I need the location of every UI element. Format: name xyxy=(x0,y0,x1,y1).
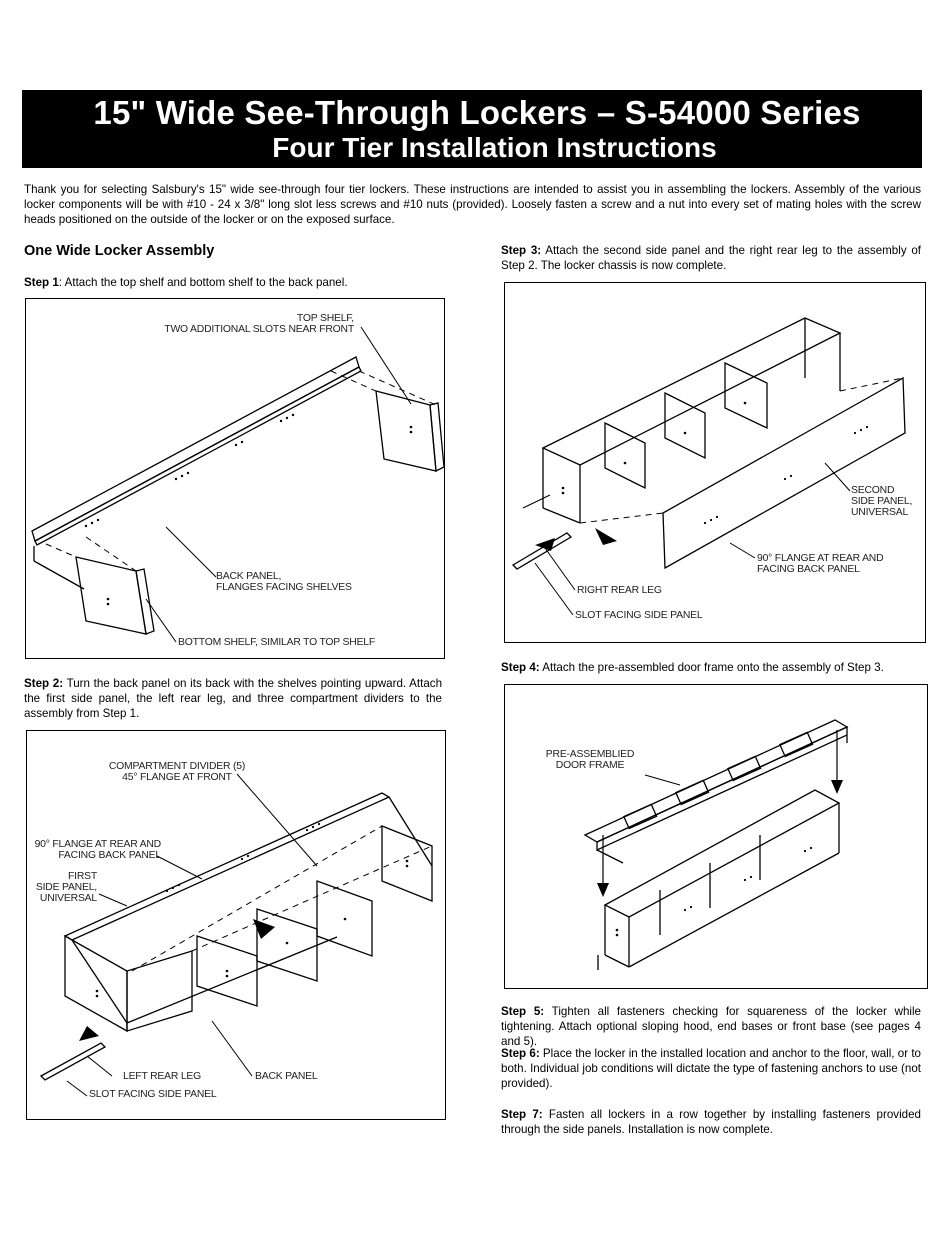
label-second-side-panel: SECOND SIDE PANEL, UNIVERSAL xyxy=(851,485,913,518)
label-90-flange: 90° FLANGE AT REAR AND FACING BACK PANEL xyxy=(757,553,884,575)
step-1-text: Attach the top shelf and bottom shelf to the back panel. xyxy=(62,276,348,289)
label-bottom-shelf: BOTTOM SHELF, SIMILAR TO TOP SHELF xyxy=(178,637,376,648)
door-frame-shape xyxy=(585,720,847,842)
step-4 xyxy=(501,660,921,675)
label-back-panel: BACK PANEL, FLANGES FACING SHELVES xyxy=(216,571,352,593)
figure-step-4 xyxy=(504,684,928,989)
page-title: 15" Wide See-Through Lockers – S-54000 Series xyxy=(93,94,861,131)
step-6 xyxy=(501,1046,921,1091)
step-6-label: Step 6: xyxy=(501,1047,540,1060)
label-slot: SLOT FACING SIDE PANEL xyxy=(89,1089,217,1100)
figure-step-2 xyxy=(26,730,446,1120)
step-5-label: Step 5: xyxy=(501,1005,545,1018)
label-top-shelf: TOP SHELF, TWO ADDITIONAL SLOTS NEAR FRONT xyxy=(164,313,354,335)
first-side-panel-shape xyxy=(65,936,127,1031)
back-panel-shape xyxy=(32,357,359,541)
back-panel-shape xyxy=(65,793,389,940)
step-2-text: Turn the back panel on its back with the shelves pointing upward. Attach the first side panel, the left rear leg, and three compartment dividers to the assembly from Step 1. xyxy=(24,677,443,720)
label-left-rear-leg: LEFT REAR LEG xyxy=(123,1071,202,1082)
step-3-text: Attach the second side panel and the right rear leg to the assembly of Step 2. The locker chassis is now complete. xyxy=(501,244,921,272)
step-5 xyxy=(501,1004,921,1049)
title-banner xyxy=(22,90,922,168)
step-5-text: Tighten all fasteners checking for squareness of the locker while tightening. Attach optional sloping hood, end bases or front base (see pages 4 and 5). xyxy=(501,1005,922,1048)
label-door-frame: PRE-ASSEMBLIED DOOR FRAME xyxy=(545,749,635,771)
label-compartment-divider: COMPARTMENT DIVIDER (5) 45° FLANGE AT FRONT xyxy=(108,761,246,783)
figure-3-drawing xyxy=(505,283,926,643)
step-4-label: Step 4: xyxy=(501,661,540,674)
intro-paragraph: Thank you for selecting Salsbury's 15" wide see-through four tier lockers. These instructions are intended to assist you in assembling the lockers. Assembly of the various locker components will be with #10 - 24 x 3/8" long slot less screws and #10 nuts (provided). Loosely fasten a screw and a nut into every set of mating holes with the screw heads positioned on the outside of the locker or on the exposed surface. xyxy=(24,183,921,226)
label-slot: SLOT FACING SIDE PANEL xyxy=(575,610,703,621)
bottom-shelf-shape xyxy=(76,557,146,634)
label-90-flange: 90° FLANGE AT REAR AND FACING BACK PANEL xyxy=(34,839,161,861)
section-heading: One Wide Locker Assembly xyxy=(24,243,215,259)
figure-1-drawing xyxy=(26,299,445,659)
label-back-panel: BACK PANEL xyxy=(255,1071,318,1082)
figure-2-drawing xyxy=(27,731,446,1120)
step-3-label: Step 3: xyxy=(501,244,542,257)
figure-4-drawing xyxy=(505,685,928,989)
step-3 xyxy=(501,243,921,273)
label-first-side-panel: FIRST SIDE PANEL, UNIVERSAL xyxy=(35,871,97,904)
chassis-top xyxy=(543,318,840,465)
step-4-text: Attach the pre-assembled door frame onto the assembly of Step 3. xyxy=(539,661,884,674)
page-subtitle: Four Tier Installation Instructions xyxy=(272,132,717,163)
step-2 xyxy=(24,676,442,721)
step-2-label: Step 2: xyxy=(24,677,64,690)
step-1: Step 1: Attach the top shelf and bottom shelf to the back panel. xyxy=(24,276,348,289)
figure-step-3 xyxy=(504,282,926,643)
step-7-text: Fasten all lockers in a row together by installing fasteners provided through the side panels. Installation is now complete. xyxy=(501,1108,921,1136)
figure-step-1 xyxy=(25,298,445,659)
label-right-rear-leg: RIGHT REAR LEG xyxy=(577,585,662,596)
step-1-label: Step 1 xyxy=(24,276,59,289)
step-7-label: Step 7: xyxy=(501,1108,543,1121)
second-side-panel-shape xyxy=(663,378,905,568)
step-7 xyxy=(501,1107,921,1137)
top-shelf-shape xyxy=(376,391,436,471)
step-6-text: Place the locker in the installed location and anchor to the floor, wall, or to both. Individual job conditions will dictate the type of fastening anchors to use (not provided). xyxy=(501,1047,921,1090)
